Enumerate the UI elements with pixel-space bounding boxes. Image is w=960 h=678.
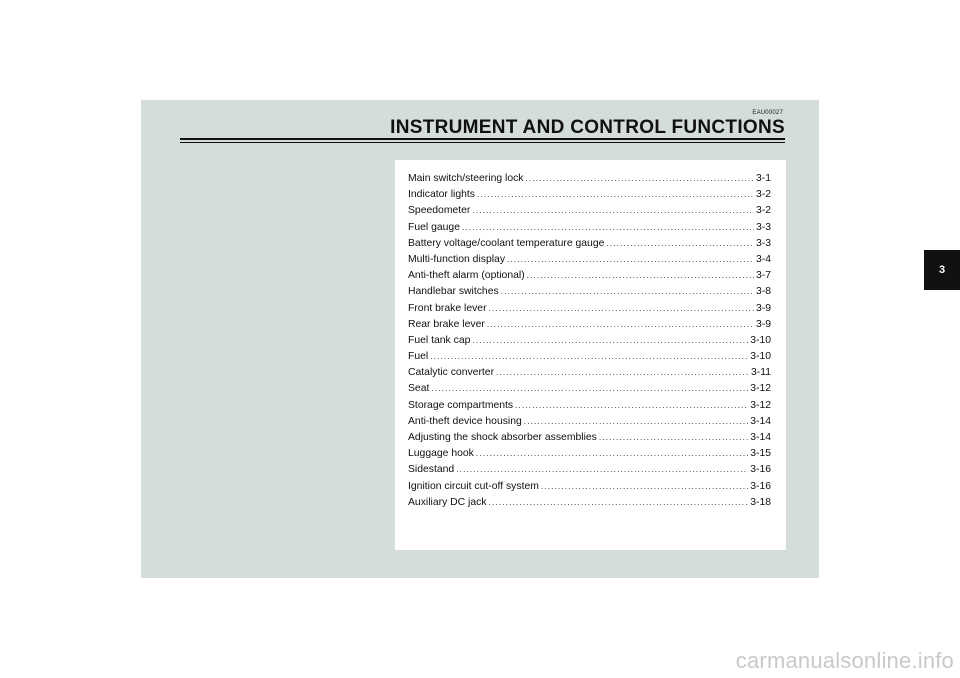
toc-entry-page: 3-7 [755,270,771,282]
toc-entry-page: 3-14 [750,432,771,443]
toc-leader-dots [456,465,748,474]
toc-entry-label: Catalytic converter [408,367,495,379]
toc-entry-label: Multi-function display [408,253,506,265]
toc-leader-dots [541,482,748,491]
toc-entry-page: 3-2 [755,189,771,201]
title-rule-thick [180,138,785,140]
toc-entry[interactable] [408,497,771,513]
toc-leader-dots [487,320,754,329]
toc-leader-dots [501,287,754,296]
toc-entry-label: Speedometer [408,205,471,217]
toc-entry-label: Fuel tank cap [408,334,471,346]
toc-entry-label: Battery voltage/coolant temperature gauge [408,237,605,249]
toc-entry[interactable] [408,400,771,416]
toc-entry-label: Main switch/steering lock [408,173,524,184]
page-title: INSTRUMENT AND CONTROL FUNCTIONS [390,117,785,138]
toc-entry-label: Ignition circuit cut-off system [408,480,539,492]
toc-entry-label: Indicator lights [408,189,475,201]
toc-entry-page: 3-16 [750,464,771,476]
toc-entry-label: Seat [408,383,430,395]
toc-entry[interactable] [408,481,771,497]
toc-entry-label: Sidestand [408,464,455,476]
toc-entry[interactable] [408,238,771,254]
toc-entry-page: 3-9 [755,302,771,314]
toc-leader-dots [526,174,754,183]
toc-entry-page: 3-16 [750,480,771,492]
toc-entry-label: Anti-theft device housing [408,415,522,427]
toc-entry-page: 3-18 [750,496,771,508]
toc-entry[interactable] [408,270,771,286]
toc-entry[interactable] [408,335,771,351]
toc-entry[interactable] [408,319,771,335]
toc-entry-label: Adjusting the shock absorber assemblies [408,432,597,443]
toc-entry[interactable] [408,351,771,367]
toc-leader-dots [606,239,754,248]
toc-leader-dots [462,223,754,232]
toc-entry-label: Auxiliary DC jack [408,496,487,508]
toc-entry-page: 3-3 [755,221,771,233]
toc-entry[interactable] [408,303,771,319]
toc-entry[interactable] [408,464,771,480]
document-code: EAU00027 [752,110,783,116]
toc-entry-label: Front brake lever [408,302,487,314]
title-rule-thin [180,142,785,143]
toc-entry[interactable] [408,205,771,221]
toc-entry[interactable] [408,254,771,270]
toc-entry[interactable] [408,189,771,205]
toc-entry-page: 3-9 [755,318,771,330]
toc-entry-label: Storage compartments [408,399,514,411]
toc-entry-label: Anti-theft alarm (optional) [408,270,525,282]
page-panel [141,100,819,578]
toc-entry-label: Rear brake lever [408,318,485,330]
toc-entry[interactable] [408,367,771,383]
toc-leader-dots [489,304,754,313]
toc-entry[interactable] [408,383,771,399]
toc-entry-page: 3-4 [755,253,771,265]
toc-leader-dots [430,352,748,361]
table-of-contents [395,160,786,550]
toc-leader-dots [524,417,748,426]
toc-entry-page: 3-14 [750,415,771,427]
toc-entry-page: 3-10 [750,351,771,363]
toc-entry-page: 3-2 [755,205,771,217]
toc-entry-label: Fuel [408,351,429,363]
toc-entry[interactable] [408,286,771,302]
toc-entry[interactable] [408,448,771,464]
toc-leader-dots [515,401,748,410]
toc-entry[interactable] [408,432,771,448]
watermark: carmanualsonline.info [735,648,954,673]
toc-leader-dots [431,384,748,393]
toc-entry-page: 3-11 [750,367,771,379]
toc-leader-dots [527,271,754,280]
toc-leader-dots [472,206,754,215]
toc-entry[interactable] [408,222,771,238]
toc-leader-dots [472,336,748,345]
toc-entry-label: Fuel gauge [408,221,460,233]
chapter-tab[interactable]: 3 [924,250,960,290]
toc-entry-page: 3-1 [755,173,771,184]
toc-entry[interactable] [408,416,771,432]
toc-leader-dots [489,498,749,507]
toc-leader-dots [496,368,749,377]
toc-entry-page: 3-15 [750,448,771,460]
toc-leader-dots [477,190,754,199]
toc-entry-page: 3-10 [750,334,771,346]
toc-entry-page: 3-3 [755,237,771,249]
toc-entry[interactable] [408,173,771,189]
toc-entry-page: 3-12 [750,399,771,411]
toc-leader-dots [476,449,748,458]
toc-entry-page: 3-8 [755,286,771,298]
toc-leader-dots [599,433,748,442]
toc-entry-page: 3-12 [750,383,771,395]
toc-entry-label: Handlebar switches [408,286,499,298]
toc-list [408,173,771,513]
toc-entry-label: Luggage hook [408,448,474,460]
toc-leader-dots [507,255,754,264]
